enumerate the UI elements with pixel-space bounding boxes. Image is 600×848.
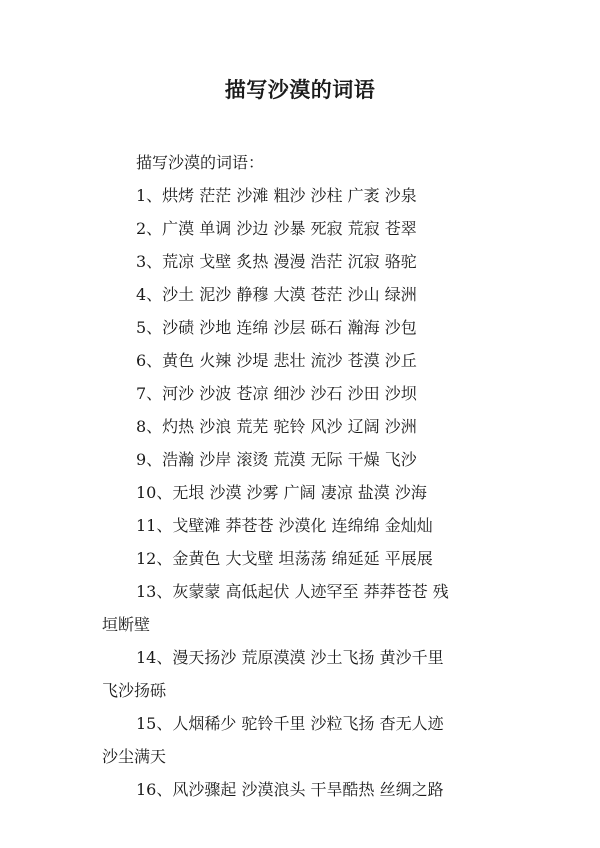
paragraph-first-line: 16、风沙骤起 沙漠浪头 干旱酷热 丝绸之路 bbox=[136, 780, 444, 799]
word-list-paragraph bbox=[102, 707, 502, 773]
word-list-line: 5、沙碛 沙地 连绵 沙层 砾石 瀚海 沙包 bbox=[136, 318, 417, 337]
document-body bbox=[102, 146, 502, 806]
word-list-paragraph bbox=[102, 575, 502, 641]
paragraph-continuation: 飞沙扬砾 bbox=[102, 681, 167, 700]
word-list-paragraph bbox=[102, 641, 502, 707]
paragraph-first-line: 15、人烟稀少 驼铃千里 沙粒飞扬 杳无人迹 bbox=[136, 714, 444, 733]
paragraph-continuation: 沙尘满天 bbox=[102, 747, 167, 766]
word-list-line: 6、黄色 火辣 沙堤 悲壮 流沙 苍漠 沙丘 bbox=[136, 351, 417, 370]
word-list-line: 9、浩瀚 沙岸 滚烫 荒漠 无际 干燥 飞沙 bbox=[136, 450, 417, 469]
paragraph-continuation: 垣断壁 bbox=[102, 615, 151, 634]
word-list-line: 2、广漠 单调 沙边 沙暴 死寂 荒寂 苍翠 bbox=[136, 219, 417, 238]
word-list-line: 1、烘烤 茫茫 沙滩 粗沙 沙柱 广袤 沙泉 bbox=[136, 186, 417, 205]
word-list-line: 8、灼热 沙浪 荒芜 驼铃 风沙 辽阔 沙洲 bbox=[136, 417, 417, 436]
word-list-line: 10、无垠 沙漠 沙雾 广阔 凄凉 盐漠 沙海 bbox=[136, 483, 427, 502]
paragraph-first-line: 13、灰蒙蒙 高低起伏 人迹罕至 莽莽苍苍 残 bbox=[136, 582, 449, 601]
document-title: 描写沙漠的词语 bbox=[224, 78, 376, 102]
word-list-line: 7、河沙 沙波 苍凉 细沙 沙石 沙田 沙坝 bbox=[136, 384, 417, 403]
word-list-line: 3、荒凉 戈壁 炙热 漫漫 浩茫 沉寂 骆驼 bbox=[136, 252, 417, 271]
word-list-line: 11、戈壁滩 莽苍苍 沙漠化 连绵绵 金灿灿 bbox=[136, 516, 433, 535]
word-list-paragraph bbox=[102, 773, 502, 806]
word-list-line: 12、金黄色 大戈壁 坦荡荡 绵延延 平展展 bbox=[136, 549, 433, 568]
intro-text: 描写沙漠的词语： bbox=[136, 153, 265, 172]
word-list-line: 4、沙土 泥沙 静穆 大漠 苍茫 沙山 绿洲 bbox=[136, 285, 417, 304]
paragraph-first-line: 14、漫天扬沙 荒原漠漠 沙土飞扬 黄沙千里 bbox=[136, 648, 444, 667]
